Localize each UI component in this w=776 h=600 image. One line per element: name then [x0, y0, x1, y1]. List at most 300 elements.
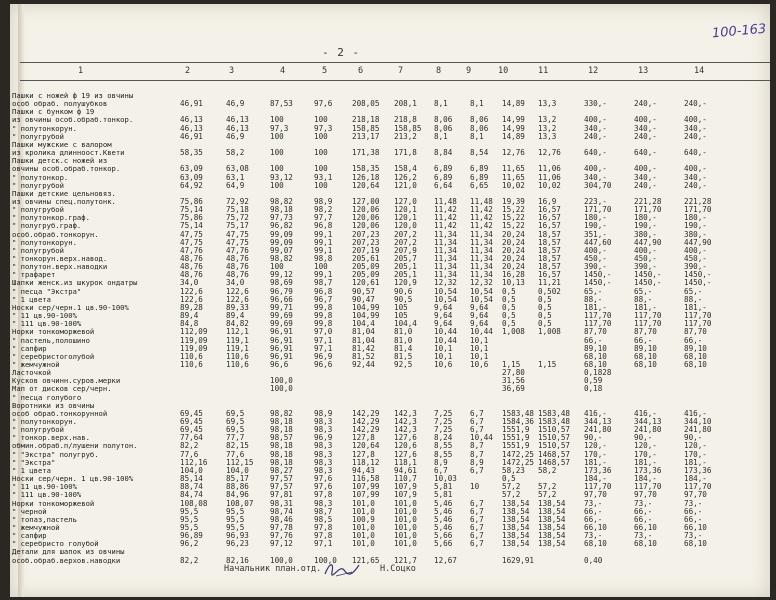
column-number: 14 — [694, 66, 705, 76]
table-cell: 101,0 — [394, 514, 417, 524]
table-cell: 390,- — [684, 262, 707, 272]
table-cell: 142,29 — [352, 417, 380, 426]
table-cell: 0,5 — [538, 311, 552, 321]
table-cell: 205,1 — [394, 262, 417, 272]
table-cell: 416,- — [684, 408, 707, 418]
table-cell: 6,89 — [470, 164, 489, 174]
table-cell: 11,06 — [538, 164, 561, 174]
table-cell: 122,6 — [180, 286, 203, 296]
table-cell: 240,- — [684, 180, 707, 190]
table-cell: 1583,48 — [538, 417, 571, 426]
table-cell: 0,5 — [502, 311, 516, 321]
table-cell: 105 — [394, 302, 408, 312]
table-cell: 81,42 — [352, 343, 375, 353]
table-cell: 7,25 — [434, 425, 453, 435]
table-cell: 99,1 — [314, 229, 333, 239]
table-cell: 82,2 — [180, 441, 199, 451]
table-cell: 20,24 — [502, 245, 525, 255]
table-cell: 101,0 — [352, 498, 375, 508]
table-cell: 120,06 — [352, 213, 380, 223]
row-label: " песца голубого — [12, 392, 82, 402]
table-cell: 66,- — [684, 506, 703, 516]
table-cell: 11,42 — [470, 205, 493, 215]
table-cell: 344,13 — [584, 417, 612, 426]
table-cell: 390,- — [584, 262, 607, 272]
table-cell: 92,44 — [352, 359, 375, 369]
row-label: " полугрубой — [12, 425, 64, 435]
table-cell: 10,02 — [502, 180, 525, 190]
table-cell: 16,57 — [538, 221, 561, 231]
table-cell: 112,16 — [180, 457, 208, 467]
table-cell: 99,69 — [270, 311, 293, 321]
table-cell: 92,5 — [394, 359, 413, 369]
table-cell: 96,7 — [314, 294, 333, 304]
table-cell: 120,9 — [394, 278, 417, 288]
table-cell: 11,34 — [434, 270, 457, 280]
page-number: - 2 - — [322, 46, 361, 59]
table-cell: 390,- — [634, 262, 657, 272]
table-cell: 31,56 — [502, 376, 525, 386]
table-cell: 7,25 — [434, 408, 453, 418]
table-cell: 97,70 — [584, 490, 607, 500]
table-cell: 6,7 — [470, 465, 484, 475]
table-cell: 1,15 — [502, 359, 521, 369]
table-cell: 138,54 — [502, 522, 530, 532]
table-cell: 89,28 — [180, 302, 203, 312]
table-cell: 99,09 — [270, 237, 293, 247]
table-cell: 5,46 — [434, 498, 453, 508]
table-cell: 75,14 — [180, 205, 203, 215]
table-cell: 8,06 — [434, 123, 453, 133]
row-label: особ.обраб.верхов.наводки — [12, 555, 121, 565]
table-cell: 18,57 — [538, 245, 561, 255]
table-cell: 117,70 — [634, 311, 662, 321]
table-cell: 95,5 — [226, 522, 245, 532]
table-cell: 98,18 — [270, 417, 293, 426]
table-cell: 184,- — [634, 474, 657, 484]
table-cell: 93,12 — [270, 172, 293, 182]
table-cell: 400,- — [634, 245, 657, 255]
row-label: Пашки мужские с валором — [12, 139, 112, 149]
table-cell: 6,7 — [470, 531, 484, 541]
table-cell: 190,- — [634, 221, 657, 231]
table-cell: 58,23 — [502, 465, 525, 475]
table-cell: 11,06 — [538, 172, 561, 182]
table-cell: 207,23 — [352, 237, 380, 247]
table-cell: 13,3 — [538, 131, 557, 141]
table-cell: 90,47 — [352, 294, 375, 304]
table-cell: 66,- — [584, 514, 603, 524]
table-cell: 11,48 — [470, 196, 493, 206]
table-cell: 138,54 — [502, 498, 530, 508]
table-cell: 0,5 — [538, 319, 552, 329]
row-label: " топаз,пастель — [12, 514, 77, 524]
table-cell: 344,13 — [634, 417, 662, 426]
table-cell: 1450,- — [584, 270, 612, 280]
table-cell: 100,0 — [270, 376, 293, 386]
column-number: 12 — [588, 66, 599, 76]
table-cell: 107,99 — [352, 482, 380, 492]
table-cell: 81,52 — [352, 351, 375, 361]
handwritten-signature — [322, 560, 362, 578]
table-cell: 142,29 — [352, 425, 380, 435]
table-cell: 90,- — [684, 433, 703, 443]
table-cell: 97,8 — [314, 531, 333, 541]
table-cell: 63,09 — [180, 164, 203, 174]
table-cell: 127,8 — [352, 433, 375, 443]
table-cell: 221,28 — [634, 196, 662, 206]
table-cell: 119,09 — [180, 343, 208, 353]
table-cell: 6,89 — [434, 164, 453, 174]
table-cell: 170,- — [684, 449, 707, 459]
table-cell: 34,0 — [226, 278, 245, 288]
table-cell: 138,54 — [502, 506, 530, 516]
table-cell: 97,3 — [314, 123, 333, 133]
table-cell: 66,- — [634, 506, 653, 516]
table-cell: 46,13 — [180, 115, 203, 125]
row-label: " серебристо голубой — [12, 539, 99, 549]
row-label: " 1 цвета — [12, 294, 51, 304]
table-cell: 98,46 — [270, 514, 293, 524]
table-cell: 11,34 — [434, 237, 457, 247]
table-cell: 184,- — [684, 474, 707, 484]
table-cell: 16,57 — [538, 205, 561, 215]
table-cell: 63,1 — [226, 172, 245, 182]
column-number: 5 — [322, 66, 328, 76]
table-cell: 75,17 — [226, 221, 249, 231]
table-cell: 97,1 — [314, 335, 333, 345]
table-cell: 11,65 — [502, 172, 525, 182]
table-cell: 104,99 — [352, 302, 380, 312]
table-cell: 11,65 — [502, 164, 525, 174]
table-cell: 63,09 — [180, 172, 203, 182]
table-cell: 1551,9 — [502, 433, 530, 443]
table-cell: 88,- — [684, 294, 703, 304]
table-cell: 27,80 — [502, 368, 525, 378]
table-cell: 69,45 — [180, 417, 203, 426]
table-cell: 1468,57 — [538, 457, 571, 467]
table-cell: 1551,9 — [502, 441, 530, 451]
table-cell: 99,1 — [314, 270, 333, 280]
table-cell: 117,70 — [684, 319, 712, 329]
table-cell: 126,18 — [352, 172, 380, 182]
table-cell: 90,5 — [394, 294, 413, 304]
table-cell: 47,75 — [226, 237, 249, 247]
table-cell: 240,- — [684, 99, 707, 109]
table-cell: 11,21 — [538, 278, 561, 288]
table-cell: 97,0 — [314, 327, 333, 337]
table-cell: 96,91 — [270, 351, 293, 361]
table-cell: 99,07 — [270, 245, 293, 255]
table-cell: 57,2 — [538, 490, 557, 500]
table-cell: 416,- — [634, 408, 657, 418]
table-cell: 5,46 — [434, 522, 453, 532]
table-cell: 101,0 — [394, 498, 417, 508]
table-cell: 120,64 — [352, 441, 380, 451]
table-cell: 121,0 — [394, 180, 417, 190]
table-cell: 64,9 — [226, 180, 245, 190]
table-cell: 180,- — [584, 213, 607, 223]
table-cell: 96,9 — [314, 351, 333, 361]
table-cell: 10,44 — [434, 335, 457, 345]
table-cell: 10,54 — [470, 286, 493, 296]
table-cell: 14,99 — [502, 123, 525, 133]
table-cell: 9,64 — [470, 302, 489, 312]
table-cell: 98,3 — [314, 425, 333, 435]
table-cell: 6,7 — [470, 506, 484, 516]
table-cell: 90,- — [584, 433, 603, 443]
table-cell: 68,10 — [684, 351, 707, 361]
table-cell: 8,06 — [470, 115, 489, 125]
table-cell: 99,8 — [314, 311, 333, 321]
row-label: " сапфир — [12, 531, 47, 541]
table-cell: 73,- — [634, 498, 653, 508]
table-cell: 116,58 — [352, 474, 380, 484]
table-cell: 181,- — [634, 457, 657, 467]
row-label: " полутонкорун. — [12, 417, 77, 426]
table-cell: 127,6 — [394, 449, 417, 459]
table-cell: 73,- — [584, 498, 603, 508]
table-cell: 77,7 — [226, 433, 245, 443]
table-cell: 120,- — [634, 441, 657, 451]
table-cell: 122,6 — [226, 286, 249, 296]
column-number: 10 — [498, 66, 509, 76]
table-cell: 18,57 — [538, 262, 561, 272]
table-cell: 138,54 — [502, 531, 530, 541]
table-cell: 101,0 — [394, 539, 417, 549]
table-cell: 20,24 — [502, 237, 525, 247]
table-cell: 104,4 — [352, 319, 375, 329]
row-label: " полугрубой — [12, 131, 64, 141]
table-cell: 98,18 — [270, 205, 293, 215]
table-cell: 100 — [314, 131, 328, 141]
table-cell: 95,5 — [180, 522, 199, 532]
table-cell: 120,- — [584, 441, 607, 451]
table-cell: 400,- — [684, 115, 707, 125]
table-cell: 8,7 — [470, 441, 484, 451]
table-cell: 1510,57 — [538, 441, 571, 451]
table-cell: 171,70 — [634, 205, 662, 215]
row-label: Норки тонкоморжевой — [12, 327, 95, 337]
table-cell: 127,00 — [352, 196, 380, 206]
table-cell: 75,18 — [226, 205, 249, 215]
table-cell: 99,8 — [314, 319, 333, 329]
table-cell: 400,- — [584, 115, 607, 125]
document-page — [10, 4, 770, 597]
table-cell: 89,33 — [226, 302, 249, 312]
table-cell: 120,06 — [352, 205, 380, 215]
table-cell: 66,- — [684, 514, 703, 524]
table-cell: 207,19 — [352, 245, 380, 255]
table-cell: 97,70 — [634, 490, 657, 500]
table-cell: 97,7 — [314, 213, 333, 223]
table-cell: 110,7 — [394, 474, 417, 484]
row-label: особ.обраб.тонкорун. — [12, 229, 99, 239]
table-cell: 447,90 — [684, 237, 712, 247]
table-cell: 208,1 — [394, 99, 417, 109]
table-cell: 120,0 — [394, 221, 417, 231]
table-cell: 330,- — [584, 99, 607, 109]
table-cell: 1450,- — [634, 270, 662, 280]
table-cell: 138,54 — [538, 531, 566, 541]
table-cell: 69,5 — [226, 417, 245, 426]
row-label: " серебристоголубой — [12, 351, 95, 361]
table-cell: 0,5 — [502, 302, 516, 312]
table-cell: 73,- — [684, 531, 703, 541]
table-cell: 10,6 — [434, 359, 453, 369]
row-label: " полутонкор.граф. — [12, 213, 90, 223]
table-cell: 5,46 — [434, 514, 453, 524]
table-cell: 48,76 — [180, 270, 203, 280]
table-cell: 75,86 — [180, 196, 203, 206]
table-cell: 82,2 — [180, 555, 199, 565]
table-cell: 120,- — [684, 441, 707, 451]
table-cell: 16,28 — [502, 270, 525, 280]
table-cell: 81,0 — [394, 327, 413, 337]
row-label: " 1 цвета — [12, 465, 51, 475]
table-cell: 380,- — [634, 229, 657, 239]
table-cell: 46,91 — [180, 99, 203, 109]
table-cell: 69,45 — [180, 425, 203, 435]
table-cell: 98,18 — [270, 425, 293, 435]
table-cell: 127,8 — [352, 449, 375, 459]
table-cell: 96,91 — [270, 343, 293, 353]
table-cell: 180,- — [634, 213, 657, 223]
table-cell: 171,70 — [584, 205, 612, 215]
table-cell: 10,6 — [470, 359, 489, 369]
row-label: " жемчужной — [12, 522, 60, 532]
table-cell: 96,79 — [270, 286, 293, 296]
table-cell: 57,2 — [502, 482, 521, 492]
table-cell: 66,10 — [584, 522, 607, 532]
table-cell: 240,- — [634, 131, 657, 141]
table-cell: 117,70 — [634, 482, 662, 492]
table-cell: 46,13 — [180, 123, 203, 133]
table-cell: 1472,25 — [502, 457, 535, 467]
table-cell: 8,84 — [434, 148, 453, 158]
row-label: " "Экстра" — [12, 457, 56, 467]
table-cell: 98,7 — [314, 506, 333, 516]
table-cell: 6,7 — [470, 522, 484, 532]
table-cell: 68,10 — [684, 359, 707, 369]
row-label: " трафарет — [12, 270, 56, 280]
table-cell: 99,71 — [270, 302, 293, 312]
table-cell: 66,10 — [634, 522, 657, 532]
table-cell: 117,70 — [584, 319, 612, 329]
table-cell: 8,1 — [434, 131, 448, 141]
table-cell: 158,85 — [352, 123, 380, 133]
table-cell: 180,- — [684, 213, 707, 223]
table-cell: 11,42 — [434, 221, 457, 231]
table-cell: 1510,57 — [538, 433, 571, 443]
table-cell: 0,502 — [538, 286, 561, 296]
table-cell: 100 — [314, 262, 328, 272]
table-cell: 640,- — [634, 148, 657, 158]
table-cell: 1629,91 — [502, 555, 535, 565]
table-cell: 100,0 — [270, 555, 293, 565]
row-label: " полутонкорун. — [12, 237, 77, 247]
table-cell: 98,31 — [270, 498, 293, 508]
table-cell: 57,2 — [538, 482, 557, 492]
table-cell: 100 — [314, 180, 328, 190]
table-cell: 96,82 — [270, 221, 293, 231]
table-cell: 99,09 — [270, 229, 293, 239]
table-cell: 112,15 — [226, 457, 254, 467]
table-cell: 84,74 — [180, 490, 203, 500]
column-number: 9 — [466, 66, 472, 76]
table-cell: 64,92 — [180, 180, 203, 190]
table-cell: 96,66 — [270, 294, 293, 304]
table-cell: 93,1 — [314, 172, 333, 182]
table-cell: 98,5 — [314, 514, 333, 524]
table-cell: 98,69 — [270, 278, 293, 288]
row-label: " полугрубой — [12, 245, 64, 255]
table-cell: 119,1 — [226, 343, 249, 353]
table-cell: 6,7 — [470, 417, 484, 426]
table-cell: 104,99 — [352, 311, 380, 321]
table-cell: 112,09 — [180, 327, 208, 337]
table-cell: 97,6 — [314, 474, 333, 484]
table-cell: 11,34 — [434, 254, 457, 263]
table-cell: 96,6 — [270, 359, 289, 369]
table-cell: 14,89 — [502, 99, 525, 109]
table-cell: 122,6 — [226, 294, 249, 304]
table-cell: 98,9 — [314, 408, 333, 418]
table-cell: 87,53 — [270, 99, 293, 109]
table-cell: 5,66 — [434, 539, 453, 549]
table-cell: 97,6 — [314, 482, 333, 492]
row-label: " полугрубой — [12, 180, 64, 190]
table-cell: 68,10 — [584, 359, 607, 369]
table-cell: 117,70 — [684, 482, 712, 492]
row-label: особ обраб.тонкорунной — [12, 408, 108, 418]
table-cell: 7,25 — [434, 417, 453, 426]
table-cell: 0,1828 — [584, 368, 612, 378]
table-cell: 81,5 — [394, 351, 413, 361]
table-cell: 11,34 — [470, 229, 493, 239]
table-cell: 122,6 — [180, 294, 203, 304]
table-cell: 138,54 — [538, 522, 566, 532]
table-cell: 99,1 — [314, 237, 333, 247]
table-cell: 47,76 — [180, 245, 203, 255]
table-cell: 241,80 — [584, 425, 612, 435]
table-cell: 66,- — [634, 514, 653, 524]
table-cell: 190,- — [684, 221, 707, 231]
table-cell: 241,80 — [634, 425, 662, 435]
table-cell: 96,8 — [314, 286, 333, 296]
table-cell: 98,7 — [314, 278, 333, 288]
table-cell: 1510,57 — [538, 425, 571, 435]
table-cell: 101,0 — [352, 539, 375, 549]
table-cell: 98,3 — [314, 449, 333, 459]
table-cell: 97,8 — [314, 490, 333, 500]
table-cell: 11,48 — [434, 196, 457, 206]
table-cell: 158,35 — [352, 164, 380, 174]
table-cell: 89,10 — [634, 343, 657, 353]
table-cell: 90,6 — [394, 286, 413, 296]
row-label: Пашки с ножей ф 19 из овчины — [12, 91, 134, 100]
table-cell: 81,0 — [394, 335, 413, 345]
table-cell: 108,07 — [226, 498, 254, 508]
table-cell: 48,76 — [226, 270, 249, 280]
table-cell: 98,18 — [270, 457, 293, 467]
row-label: Ласточкой — [12, 368, 51, 378]
table-cell: 127,6 — [394, 433, 417, 443]
table-cell: 6,89 — [470, 172, 489, 182]
table-cell: 107,99 — [352, 490, 380, 500]
table-cell: 47,75 — [180, 237, 203, 247]
table-cell: 16,57 — [538, 213, 561, 223]
